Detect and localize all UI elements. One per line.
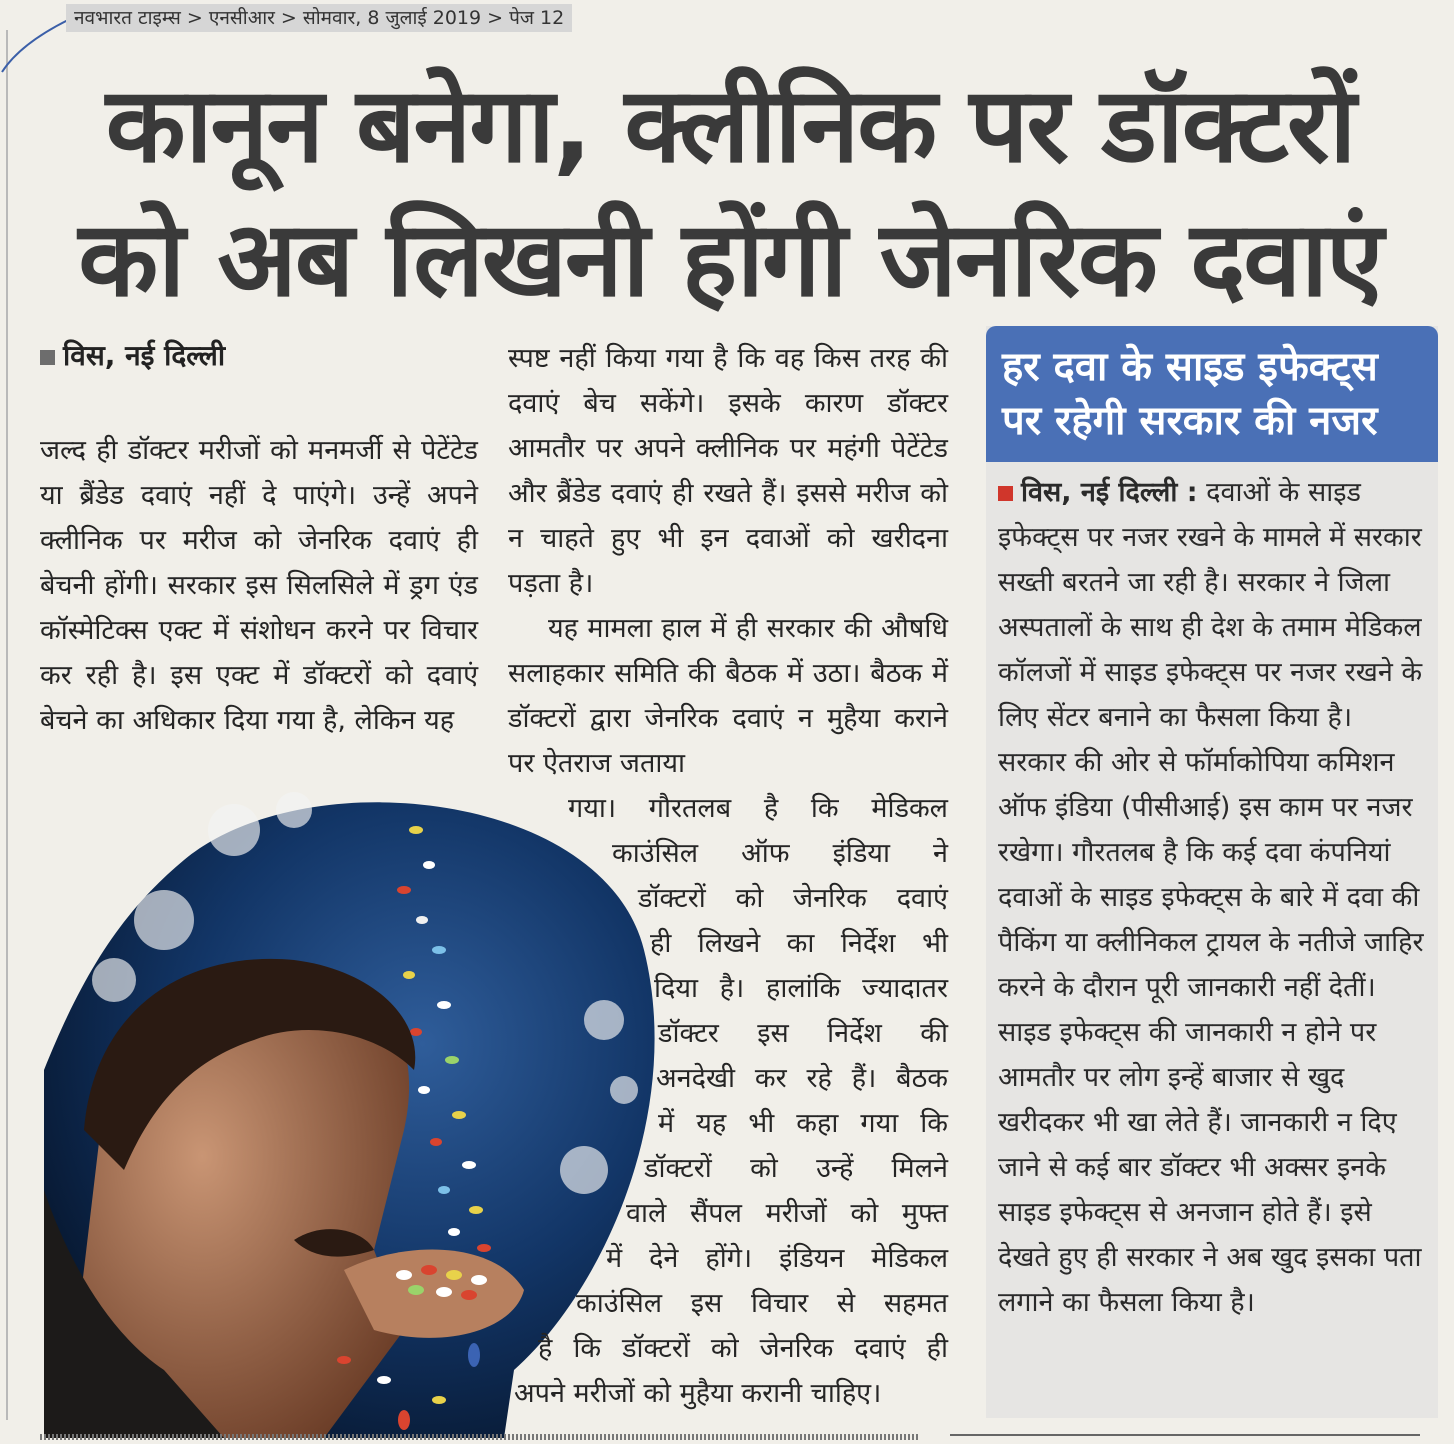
text-line: में देने होंगे। इंडियन मेडिकल <box>606 1243 948 1274</box>
main-story-column-2-para-2 <box>508 606 948 786</box>
bottom-rule <box>950 1434 1420 1436</box>
text-line: काउंसिल ऑफ इंडिया ने <box>612 838 948 869</box>
main-story-col2-para1-text: स्पष्ट नहीं किया गया है कि वह किस तरह की दवाएं बेच सकेंगे। इसके कारण डॉक्टर आमतौर पर अपने क्लीनिक पर महंगी पेटेंटेड और ब्रैंडेड दवाएं ही रखते हैं। इससे मरीज को न चाहते हुए भी इन दवाओं को खरीदना पड़ता है। <box>508 343 948 599</box>
main-byline-text: विस, नई दिल्ली <box>63 339 226 372</box>
text-line: अपने मरीजों को मुहैया करानी चाहिए। <box>514 1378 882 1409</box>
text-line: दिया है। हालांकि ज्यादातर <box>654 973 948 1004</box>
main-story-col1-text: जल्द ही डॉक्टर मरीजों को मनमर्जी से पेटेंटेड या ब्रैंडेड दवाएं नहीं दे पाएंगे। उन्हें अपने क्लीनिक पर मरीज को जेनरिक दवाएं ही बेचनी होंगी। सरकार इस सिलसिले में ड्रग एंड कॉस्मेटिक्स एक्ट में संशोधन करने पर विचार कर रही है। इस एक्ट में डॉक्टरों को दवाएं बेचने का अधिकार दिया गया है, लेकिन यह <box>40 435 478 736</box>
main-byline <box>40 336 225 374</box>
bullet-square-icon <box>40 350 55 365</box>
sidebar-heading: हर दवा के साइड इफेक्ट्स पर रहेगी सरकार की नजर <box>986 326 1438 462</box>
sidebar-byline: विस, नई दिल्ली : <box>1021 477 1198 508</box>
main-story-column-1 <box>40 428 478 743</box>
main-story-col2-para2-text: यह मामला हाल में ही सरकार की औषधि सलाहकार समिति की बैठक में उठा। बैठक में डॉक्टरों द्वारा जेनरिक दवाएं न मुहैया कराने पर ऐतराज जताया <box>508 613 948 779</box>
bullet-square-icon <box>998 486 1013 501</box>
main-story-column-2-para-1 <box>508 336 948 606</box>
text-line: डॉक्टरों को जेनरिक दवाएं <box>638 883 948 914</box>
text-line: काउंसिल इस विचार से सहमत <box>576 1288 948 1319</box>
sidebar-body-text: दवाओं के साइड इफेक्ट्स पर नजर रखने के मामले में सरकार सख्ती बरतने जा रही है। सरकार ने जिला अस्पतालों के साथ ही देश के तमाम मेडिकल कॉलजों में साइड इफेक्ट्स पर नजर रखने के लिए सेंटर बनाने का फैसला किया है। सरकार की ओर से फॉर्माकोपिया कमिशन ऑफ इंडिया (पीसीआई) इस काम पर नजर रखेगा। गौरतलब है कि कई दवा कंपनियां दवाओं के साइड इफेक्ट्स के बारे में दवा की पैकिंग या क्लीनिकल ट्रायल के नतीजे जाहिर करने के दौरान पूरी जानकारी नहीं देतीं। साइड इफेक्ट्स की जानकारी न होने पर आमतौर पर लोग इन्हें बाजार से खुद खरीदकर भी खा लेते हैं। जानकारी न दिए जाने से कई बार डॉक्टर भी अक्सर इनके साइड इफेक्ट्स से अनजान होते हैं। इसे देखते हुए ही सरकार ने अब खुद इसका पता लगाने का फैसला किया है। <box>998 477 1424 1318</box>
headline-line-1: कानून बनेगा, क्लीनिक पर डॉक्टरों <box>105 64 1355 186</box>
headline <box>30 58 1430 326</box>
page-edge-line <box>6 30 8 1420</box>
text-line: डॉक्टर इस निर्देश की <box>658 1018 948 1049</box>
text-line: गया। गौरतलब है कि मेडिकल <box>568 793 948 824</box>
text-line: है कि डॉक्टरों को जेनरिक दवाएं ही <box>538 1333 948 1364</box>
bottom-dotted-rule <box>40 1434 920 1440</box>
text-line: वाले सैंपल मरीजों को मुफ्त <box>626 1198 948 1229</box>
dateline: नवभारत टाइम्स > एनसीआर > सोमवार, 8 जुलाई 2019 > पेज 12 <box>66 4 572 32</box>
text-line: अनदेखी कर रहे हैं। बैठक <box>656 1063 948 1094</box>
text-line: में यह भी कहा गया कि <box>658 1108 948 1139</box>
sidebar-story <box>998 470 1424 1325</box>
text-line: डॉक्टरों को उन्हें मिलने <box>644 1153 948 1184</box>
text-line: ही लिखने का निर्देश भी <box>650 928 948 959</box>
main-story-column-2-wrap <box>508 786 948 1416</box>
headline-line-2: को अब लिखनी होंगी जेनरिक दवाएं <box>78 198 1382 320</box>
